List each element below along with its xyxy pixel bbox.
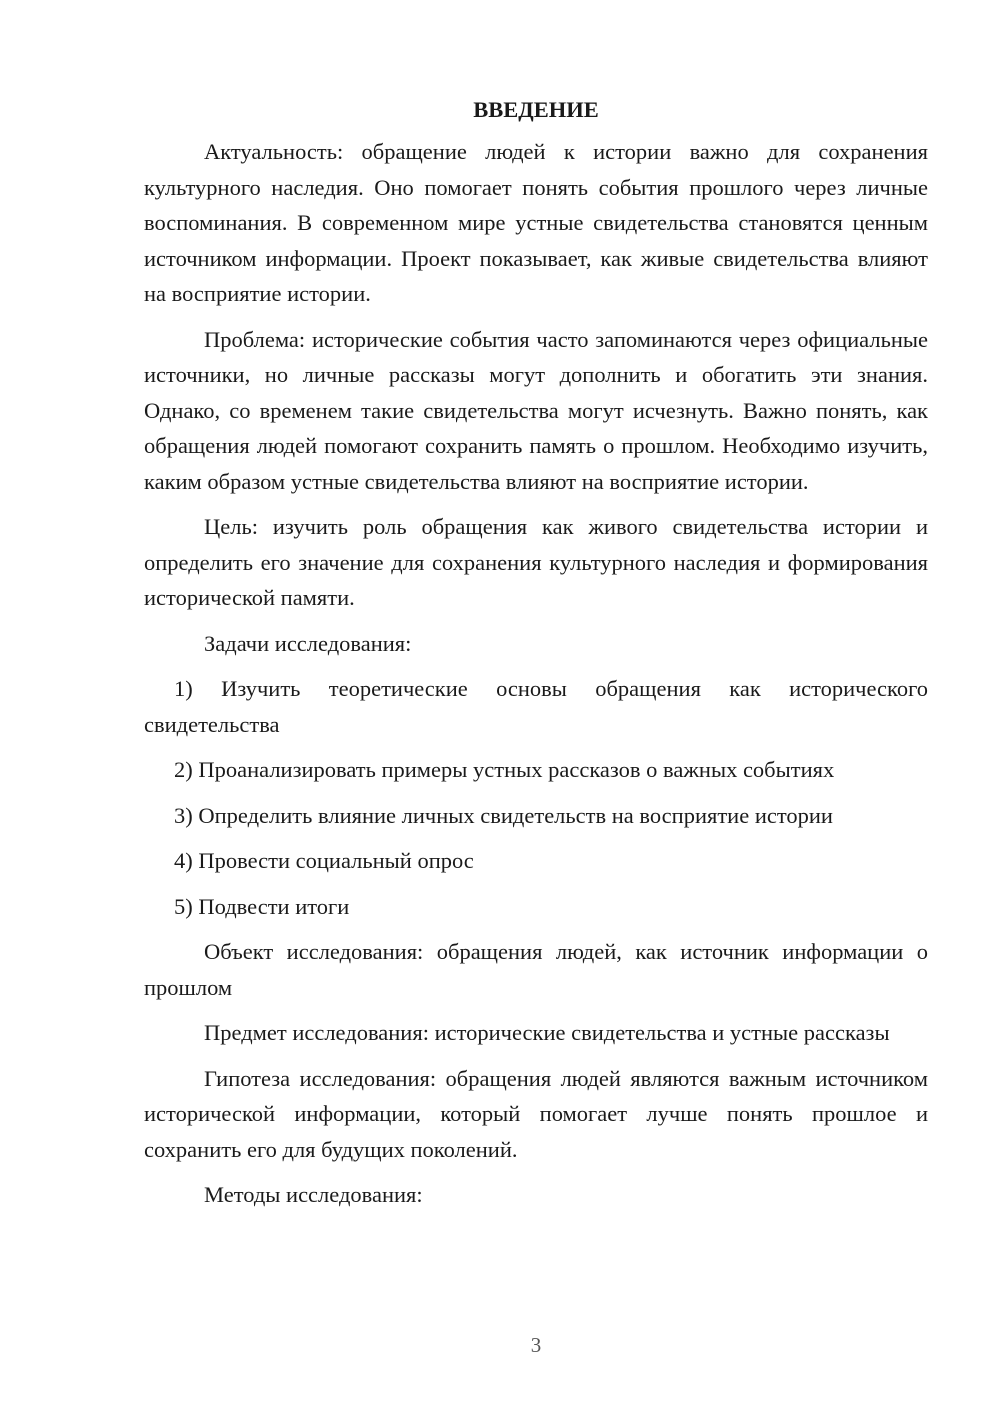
task-item-5: 5) Подвести итоги — [174, 893, 350, 919]
object-paragraph: Объект исследования: обращения людей, как источник информации о прошлом — [144, 939, 928, 1000]
subject-paragraph: Предмет исследования: исторические свидетельства и устные рассказы — [204, 1020, 890, 1045]
page-number: 3 — [530, 1333, 542, 1357]
relevance-paragraph: Актуальность: обращение людей к истории важно для сохранения культурного наследия. Оно помогает понять события прошлого через личные воспоминания. В современном мире устные свидетельства становятся ценным источником информации. Проект показывает, как живые свидетельства влияют на восприятие истории. — [144, 139, 928, 306]
section-title: ВВЕДЕНИЕ — [473, 97, 599, 122]
hypothesis-paragraph: Гипотеза исследования: обращения людей являются важным источником исторической информации, который помогает лучше понять прошлое и сохранить его для будущих поколений. — [144, 1065, 928, 1162]
methods-heading: Методы исследования: — [204, 1182, 423, 1207]
problem-paragraph: Проблема: исторические события часто запоминаются через официальные источники, но личные рассказы могут дополнить и обогатить эти знания. Однако, со временем такие свидетельства могут исчезнуть. Важно понять, как обращения людей помогают сохранить память о прошлом. Необходимо изучить, каким образом устные свидетельства влияют на восприятие истории. — [144, 326, 928, 494]
document-page — [144, 92, 928, 1223]
task-item-2: 2) Проанализировать примеры устных рассказов о важных событиях — [174, 757, 835, 782]
task-item-4: 4) Провести социальный опрос — [174, 848, 474, 873]
task-item-3: 3) Определить влияние личных свидетельств на восприятие истории — [174, 802, 833, 828]
goal-paragraph: Цель: изучить роль обращения как живого свидетельства истории и определить его значение для сохранения культурного наследия и формирования исторической памяти. — [144, 514, 928, 610]
task-item-1: 1) Изучить теоретические основы обращения как исторического свидетельства — [144, 676, 928, 737]
tasks-heading: Задачи исследования: — [204, 630, 412, 656]
